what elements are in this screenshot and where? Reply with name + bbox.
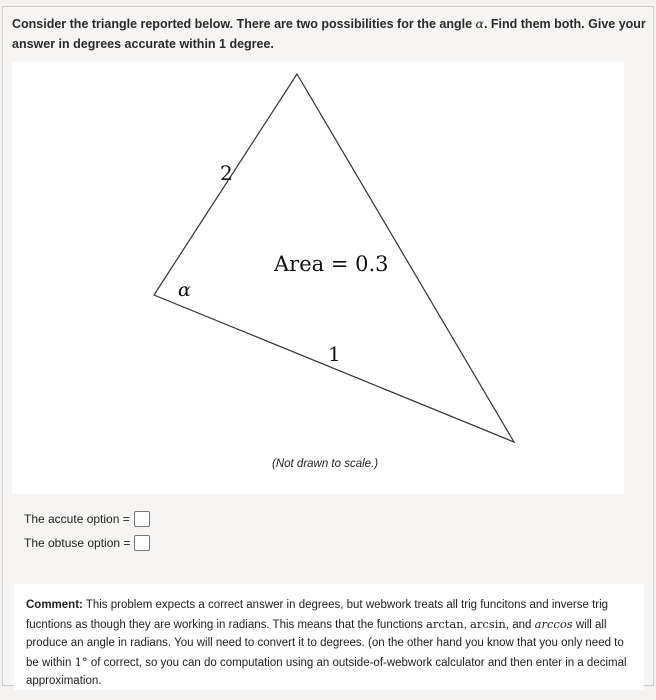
acute-answer-row bbox=[24, 511, 150, 527]
comment-heading: Comment: bbox=[26, 599, 83, 611]
arctan-function: arctan bbox=[425, 616, 464, 631]
arcsin-function: arcsin bbox=[470, 616, 506, 631]
arccos-function: arccos bbox=[534, 616, 573, 631]
obtuse-answer-row bbox=[24, 535, 150, 551]
side-length-bottom: 1 bbox=[328, 342, 341, 366]
one-degree: 1° bbox=[74, 654, 88, 669]
angle-alpha-label: α bbox=[178, 279, 191, 301]
comment-body-4: will all produce an angle in radians. You will need to convert it to degrees. (on the other hand you know that you only need to be within bbox=[26, 618, 624, 669]
comment-body-3: , and bbox=[505, 618, 535, 631]
area-label: Area = 0.3 bbox=[274, 252, 389, 276]
alpha-symbol: α bbox=[475, 16, 484, 31]
question-part-2: . Find them both. Give your answer in degrees accurate within 1 degree. bbox=[12, 17, 646, 51]
triangle-diagram bbox=[12, 62, 624, 494]
obtuse-answer-input[interactable] bbox=[134, 535, 150, 551]
acute-answer-label: The accute option = bbox=[24, 512, 130, 526]
side-length-left: 2 bbox=[220, 161, 233, 185]
comment-text bbox=[26, 596, 638, 691]
comment-body-1: This problem expects a correct answer in degrees, but webwork treats all trig funcitons and inverse trig fucntions as though they are working in radians. This means that the functions bbox=[26, 599, 609, 631]
comment-box bbox=[14, 584, 644, 690]
comment-body-2: , bbox=[463, 618, 471, 631]
comment-body-5: of correct, so you can do computation using an outside-of-webwork calculator and then enter in a decimal approximation. bbox=[26, 656, 627, 687]
figure-caption: (Not drawn to scale.) bbox=[272, 458, 379, 470]
triangle-figure bbox=[12, 62, 624, 494]
obtuse-answer-label: The obtuse option = bbox=[24, 536, 131, 550]
question-text bbox=[12, 14, 652, 54]
acute-answer-input[interactable] bbox=[134, 511, 150, 527]
question-part-1: Consider the triangle reported below. There are two possibilities for the angle bbox=[12, 17, 476, 31]
